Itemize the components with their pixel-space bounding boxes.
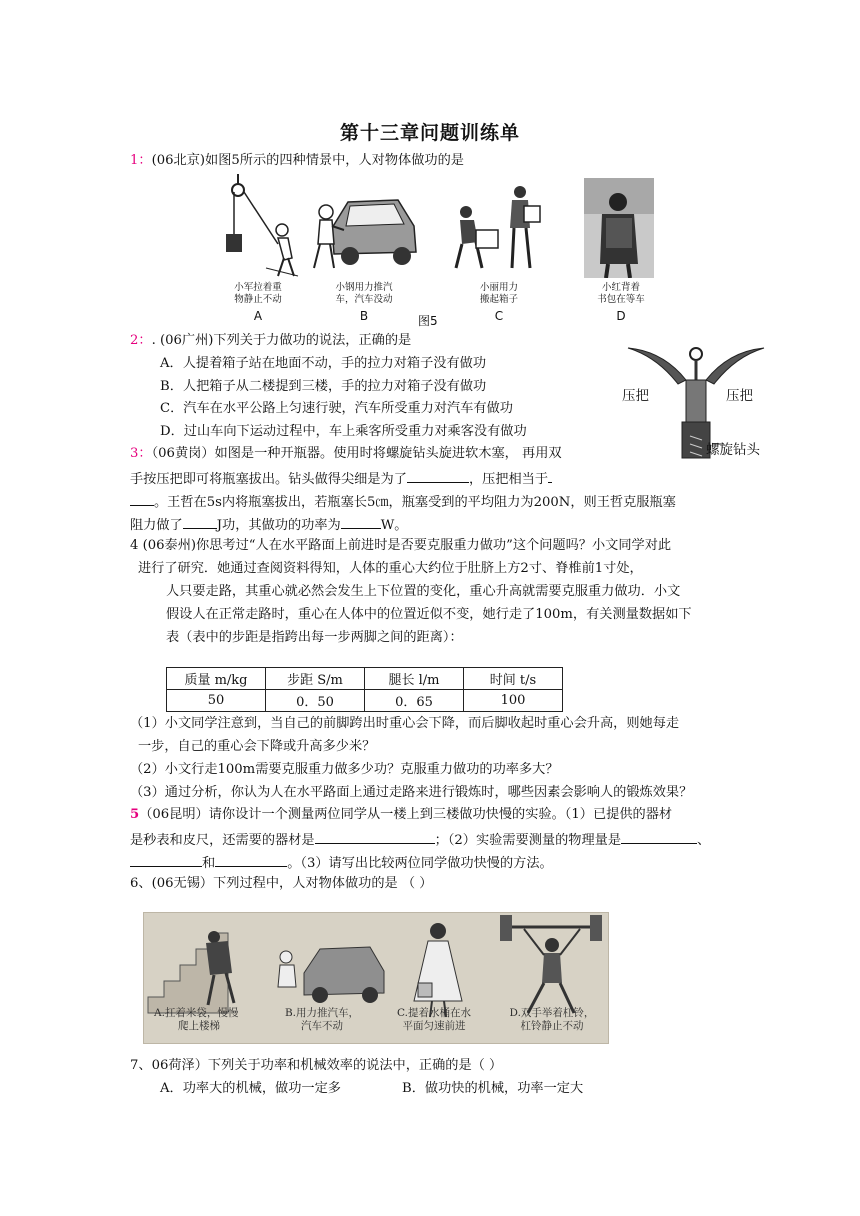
measurement-table (166, 667, 563, 712)
opener-label-left: 压把 (622, 388, 649, 404)
table-row (167, 690, 563, 712)
question-7: 7、06荷泽）下列关于功率和机械效率的说法中，正确的是（ ） (130, 1058, 503, 1073)
question-3-line-4: 阻力做了 J功，其做功的功率为 W。 (130, 515, 407, 534)
bottle-opener-figure (620, 340, 790, 470)
q6-caption-a: A.扛着米袋，慢慢 爬上楼梯 (154, 1007, 239, 1032)
question-5 (130, 807, 672, 823)
blank-5[interactable] (341, 515, 381, 529)
question-4-line-4: 假设人在正常走路时，重心在人体中的位置近似不变，她行走了100m，有关测量数据如下 (166, 607, 692, 622)
figure-5-caption-a: 小军拉着重 物静止不动 A (234, 282, 282, 323)
blank-1[interactable] (407, 469, 469, 483)
figure-5-c-illustration (452, 182, 542, 278)
question-6-figure (143, 912, 609, 1044)
question-4-line-1: 4 (06泰州)你思考过“人在水平路面上前进时是否要克服重力做功”这个问题吗？小文同学对此 (130, 538, 672, 553)
figure-5-a-illustration (222, 172, 302, 280)
question-7-option-b: B．做功快的机械，功率一定大 (402, 1081, 584, 1096)
table-header-cell: 质量 m/kg (167, 668, 266, 690)
question-2-number: 2： (130, 333, 152, 348)
question-4-sub-3: （3）通过分析，你认为人在水平路面上通过走路来进行锻炼时，哪些因素会影响人的锻炼效果？ (130, 785, 693, 800)
table-header-row (167, 668, 563, 690)
question-4-sub-2: （2）小文行走100m需要克服重力做多少功？克服重力做功的功率多大？ (130, 762, 559, 777)
blank-3[interactable] (130, 492, 154, 506)
page-title: 第十三章问题训练单 (339, 122, 520, 144)
question-1-text: (06北京)如图5所示的四种情景中，人对物体做功的是 (151, 153, 464, 168)
blank-4[interactable] (183, 515, 217, 529)
question-3-number: 3： (130, 446, 152, 461)
q6-caption-c: C.提着水桶在水 平面匀速前进 (397, 1007, 471, 1032)
question-2 (130, 333, 411, 349)
question-5-number: 5 (130, 807, 140, 822)
blank-2[interactable] (548, 469, 552, 483)
table-cell: 0．65 (365, 690, 464, 712)
figure-5-label: 图5 (418, 314, 438, 328)
blank-quantity-3[interactable] (215, 853, 287, 867)
question-5-line-3: 和 。（3）请写出比较两位同学做功快慢的方法。 (130, 853, 553, 872)
blank-quantity-1[interactable] (621, 830, 697, 844)
question-6: 6、(06无锡）下列过程中，人对物体做功的是 （ ） (130, 876, 433, 891)
question-4-line-2: 进行了研究．她通过查阅资料得知，人体的重心大约位于肚脐上方2寸、脊椎前1寸处， (138, 561, 643, 576)
figure-5-caption-d: 小红背着 书包在等车 D (597, 282, 645, 323)
question-2-option-c: C．汽车在水平公路上匀速行驶，汽车所受重力对汽车有做功 (160, 401, 513, 416)
bottle-opener-illustration (620, 340, 790, 470)
question-4-line-3: 人只要走路，其重心就必然会发生上下位置的变化，重心升高就需要克服重力做功．小文 (166, 584, 681, 599)
question-7-option-a: A．功率大的机械，做功一定多 (160, 1081, 341, 1096)
opener-label-right: 压把 (726, 388, 753, 404)
figure-5-caption-b: 小钢用力推汽 车，汽车没动 B (335, 282, 393, 323)
question-1 (130, 153, 464, 169)
question-5-line-2: 是秒表和皮尺，还需要的器材是 ；（2）实验需要测量的物理量是 、 (130, 830, 710, 849)
question-4-line-5: 表（表中的步距是指跨出每一步两脚之间的距离）： (166, 630, 463, 645)
question-2-text: . (06广州)下列关于力做功的说法，正确的是 (151, 333, 412, 348)
question-2-option-a: A．人提着箱子站在地面不动，手的拉力对箱子没有做功 (160, 356, 487, 371)
opener-label-drill: 螺旋钻头 (706, 442, 760, 458)
question-5-line-1: （06昆明）请你设计一个测量两位同学从一楼上到三楼做功快慢的实验。（1）已提供的器材 (139, 807, 673, 822)
q6-caption-b: B.用力推汽车， 汽车不动 (284, 1007, 360, 1032)
figure-5 (222, 172, 662, 326)
question-2-option-d: D．过山车向下运动过程中，车上乘客所受重力对乘客没有做功 (160, 424, 527, 439)
blank-equipment[interactable] (315, 830, 435, 844)
question-4-sub-1: （1）小文同学注意到，当自己的前脚跨出时重心会下降，而后脚收起时重心会升高，则她每走 (130, 716, 680, 731)
question-3-line-2: 手按压把即可将瓶塞拔出。钻头做得尖细是为了 ，压把相当于 (130, 469, 552, 488)
table-header-cell: 腿长 l/m (365, 668, 464, 690)
table-cell: 0．50 (266, 690, 365, 712)
question-3-line-3: 。王哲在5s内将瓶塞拔出，若瓶塞长5㎝，瓶塞受到的平均阻力为200N，则王哲克服瓶塞 (130, 492, 676, 511)
figure-5-d-photo (584, 178, 654, 278)
question-4-sub-1-cont: 一步，自己的重心会下降或升高多少米？ (138, 739, 376, 754)
table-cell: 100 (464, 690, 563, 712)
question-3-line-1: （06黄岗）如图是一种开瓶器。使用时将螺旋钻头旋进软木塞， 再用双 (151, 446, 562, 461)
table-header-cell: 时间 t/s (464, 668, 563, 690)
q6-caption-d: D.双手举着杠铃， 杠铃静止不动 (509, 1007, 595, 1032)
figure-5-b-illustration (310, 178, 420, 278)
question-3 (130, 446, 562, 462)
question-2-option-b: B．人把箱子从二楼提到三楼，手的拉力对箱子没有做功 (160, 379, 487, 394)
table-header-cell: 步距 S/m (266, 668, 365, 690)
blank-quantity-2[interactable] (130, 853, 202, 867)
figure-5-caption-c: 小丽用力 搬起箱子 C (479, 282, 518, 323)
table-cell: 50 (167, 690, 266, 712)
question-1-number: 1： (130, 153, 152, 168)
